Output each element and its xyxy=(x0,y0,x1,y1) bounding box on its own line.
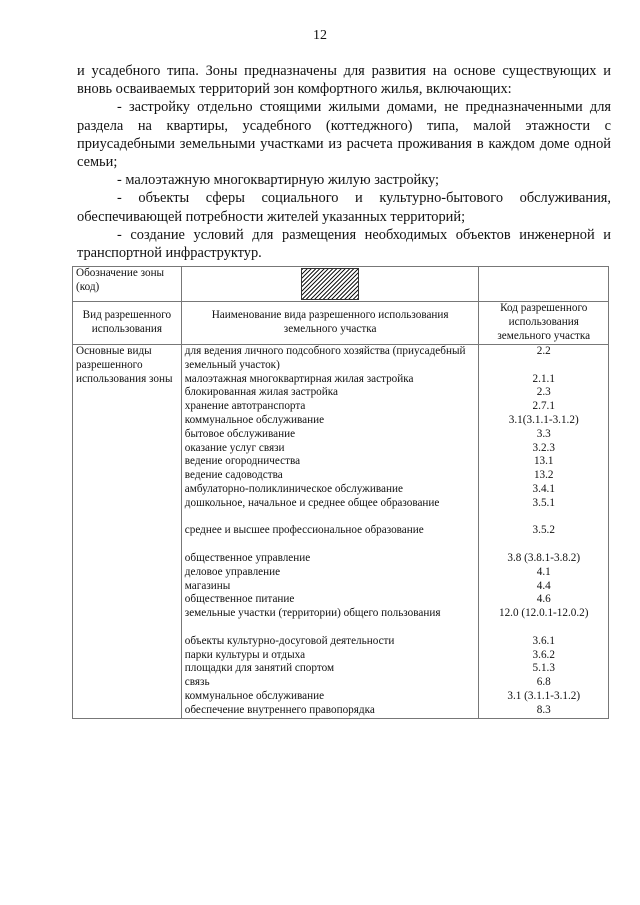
zone-empty-cell xyxy=(479,267,609,302)
use-code-item: 4.1 xyxy=(536,565,551,578)
main-uses-label-text: Основные виды разрешенного использования зоны xyxy=(76,345,173,385)
intro-paragraph: и усадебного типа. Зоны предназначены для развития на основе существующих и вновь осваиваемых территорий зон комфортного жилья, включающих: xyxy=(77,63,611,98)
use-codes-list xyxy=(482,345,605,718)
use-code-item: 3.1(3.1.1-3.1.2) xyxy=(508,413,579,426)
use-code-item: 3.6.2 xyxy=(532,648,555,661)
use-name-item: среднее и высшее профессиональное образование xyxy=(184,524,424,537)
use-name-item: связь xyxy=(184,676,210,689)
zone-uses-table xyxy=(72,266,609,719)
use-name-item: блокированная жилая застройка xyxy=(184,386,338,399)
main-uses-label xyxy=(73,345,182,719)
use-name-item: дошкольное, начальное и среднее общее образование xyxy=(184,496,440,509)
table-zone-row xyxy=(73,267,609,302)
use-code-item: 2.3 xyxy=(536,386,551,399)
use-code-item: 12.0 (12.0.1-12.0.2) xyxy=(498,607,589,620)
use-name-item: магазины xyxy=(184,579,231,592)
use-name-item: общественное питание xyxy=(184,593,295,606)
use-name-item: коммунальное обслуживание xyxy=(184,689,325,702)
use-code-item: 3.1 (3.1.1-3.1.2) xyxy=(507,689,581,702)
table-main-uses-row xyxy=(73,345,609,719)
use-name-item: земельные участки (территории) общего пользования xyxy=(184,607,441,620)
use-code-item: 3.2.3 xyxy=(532,441,555,454)
use-code-item: 2.7.1 xyxy=(532,400,555,413)
use-name-item: деловое управление xyxy=(184,565,281,578)
use-code-item: 3.5.1 xyxy=(532,496,555,509)
use-code-item: 2.2 xyxy=(536,345,551,357)
use-name-item: ведение садоводства xyxy=(184,469,283,482)
use-name-item: парки культуры и отдыха xyxy=(184,648,306,661)
zone-code-label: Обозначение зоны (код) xyxy=(73,267,182,302)
use-code-item: 8.3 xyxy=(536,703,551,716)
zone-swatch-cell xyxy=(181,267,479,302)
header-use-name: Наименование вида разрешенного использования земельного участка xyxy=(181,302,479,345)
use-name-item: объекты культурно-досуговой деятельности xyxy=(184,634,395,647)
use-names-list xyxy=(185,345,476,718)
intro-bullet-4: - создание условий для размещения необходимых объектов инженерной и транспортной инфраструктур. xyxy=(77,226,611,262)
use-code-item: 3.5.2 xyxy=(532,524,555,537)
use-code-item: 4.6 xyxy=(536,593,551,606)
intro-text xyxy=(77,62,611,262)
use-name-item: бытовое обслуживание xyxy=(184,427,296,440)
use-name-item: площадки для занятий спортом xyxy=(184,662,335,675)
use-names-cell xyxy=(181,345,479,719)
use-name-item: оказание услуг связи xyxy=(184,441,285,454)
header-use-code: Код разрешенного использования земельного участка xyxy=(479,302,609,345)
use-code-item: 13.2 xyxy=(533,469,554,482)
use-name-item: коммунальное обслуживание xyxy=(184,413,325,426)
use-code-item: 6.8 xyxy=(536,676,551,689)
use-code-item: 5.1.3 xyxy=(532,662,555,675)
use-name-item: хранение автотранспорта xyxy=(184,400,306,413)
intro-bullet-3: - объекты сферы социального и культурно-бытового обслуживания, обеспечивающей потребности жителей указанных территорий; xyxy=(77,190,611,225)
intro-bullet-1: - застройку отдельно стоящими жилыми домами, не предназначенными для раздела на квартиры, усадебного (коттеджного) типа, малой этажности с приусадебными земельными участками из расчета проживания в каждом доме одной семьи; xyxy=(77,99,611,171)
header-use-type: Вид разрешенного использования xyxy=(73,302,182,345)
use-code-item: 3.6.1 xyxy=(532,634,555,647)
use-codes-cell xyxy=(479,345,609,719)
use-name-item: общественное управление xyxy=(184,551,311,564)
use-code-item: 4.4 xyxy=(536,579,551,592)
use-code-item: 2.1.1 xyxy=(532,372,555,385)
page-number: 12 xyxy=(313,28,327,43)
use-name-item: амбулаторно-поликлиническое обслуживание xyxy=(184,482,403,495)
use-code-item: 13.1 xyxy=(533,455,554,468)
use-name-item: для ведения личного подсобного хозяйства (приусадебный земельный участок) xyxy=(184,345,466,371)
use-code-item: 3.3 xyxy=(536,427,551,440)
zone-hatch-swatch xyxy=(301,268,359,300)
use-name-item: обеспечение внутреннего правопорядка xyxy=(184,703,375,716)
use-code-item: 3.4.1 xyxy=(532,482,555,495)
use-name-item: малоэтажная многоквартирная жилая застройка xyxy=(184,372,414,385)
use-code-item: 3.8 (3.8.1-3.8.2) xyxy=(507,551,581,564)
use-name-item: ведение огородничества xyxy=(184,455,301,468)
intro-bullet-2: - малоэтажную многоквартирную жилую застройку; xyxy=(117,172,440,189)
table-header-row xyxy=(73,302,609,345)
